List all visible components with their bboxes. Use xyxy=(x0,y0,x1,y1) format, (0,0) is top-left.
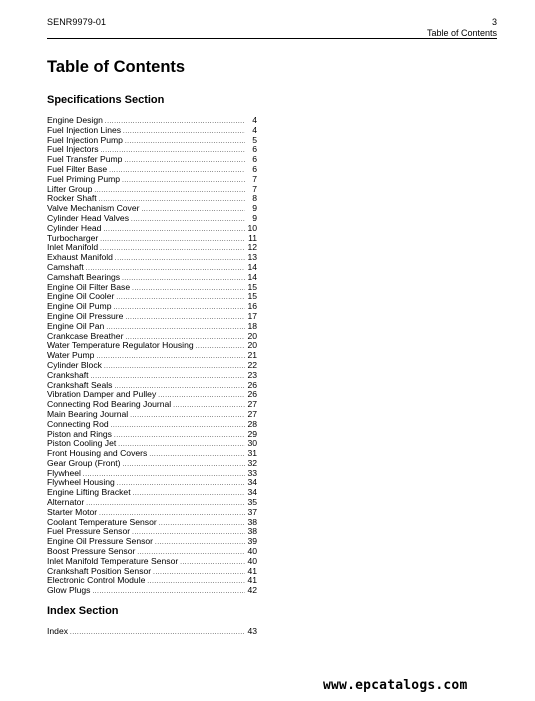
dot-leader xyxy=(114,383,245,391)
toc-entry[interactable] xyxy=(47,234,257,244)
toc-entry[interactable] xyxy=(47,567,257,577)
toc-entry-page-number: 37 xyxy=(247,507,257,517)
running-title: Table of Contents xyxy=(426,28,497,38)
dot-leader xyxy=(91,373,245,381)
toc-entry-label[interactable]: Rocker Shaft xyxy=(47,194,97,204)
toc-entry-label[interactable]: Engine Oil Pan xyxy=(47,321,105,331)
toc-entry[interactable] xyxy=(47,322,257,332)
running-header xyxy=(427,17,497,39)
toc-entry-page-number: 5 xyxy=(252,135,257,145)
toc-entry[interactable] xyxy=(47,273,257,283)
dot-leader xyxy=(123,128,245,136)
toc-entry-page-number: 11 xyxy=(248,233,257,243)
dot-leader xyxy=(94,187,245,195)
dot-leader xyxy=(155,539,245,547)
toc-entry-page-number: 35 xyxy=(247,498,257,508)
dot-leader xyxy=(133,490,245,498)
toc-entry[interactable] xyxy=(47,136,257,146)
toc-entry-label[interactable]: Fuel Priming Pump xyxy=(47,174,121,184)
dot-leader xyxy=(125,314,245,322)
toc-entry-label[interactable]: Engine Oil Cooler xyxy=(47,292,115,302)
dot-leader xyxy=(109,167,245,175)
dot-leader xyxy=(123,461,245,469)
toc-entry-label[interactable]: Crankshaft xyxy=(47,370,89,380)
toc-entry[interactable] xyxy=(47,185,257,195)
toc-entry[interactable] xyxy=(47,557,257,567)
dot-leader xyxy=(180,559,245,567)
toc-entry-page-number: 41 xyxy=(247,566,257,576)
dot-leader xyxy=(159,520,245,528)
toc-entry-page-number: 31 xyxy=(247,449,257,459)
toc-entry-page-number: 21 xyxy=(247,351,257,361)
dot-leader xyxy=(116,294,245,302)
toc-entry[interactable] xyxy=(47,576,257,586)
index-section-heading: Index Section xyxy=(47,605,119,617)
toc-entry-label[interactable]: Exhaust Manifold xyxy=(47,253,113,263)
header-divider xyxy=(47,38,497,39)
toc-entry-page-number: 10 xyxy=(247,223,257,233)
toc-entry-label[interactable]: Engine Lifting Bracket xyxy=(47,488,131,498)
toc-entry-page-number: 30 xyxy=(247,439,257,449)
toc-entry[interactable] xyxy=(47,488,257,498)
toc-entry[interactable] xyxy=(47,312,257,322)
toc-entry-label[interactable]: Connecting Rod Bearing Journal xyxy=(47,400,172,410)
toc-entry[interactable] xyxy=(47,547,257,557)
toc-entry-page-number: 15 xyxy=(247,292,257,302)
toc-entry-label[interactable]: Valve Mechanism Cover xyxy=(47,204,140,214)
toc-entry-label[interactable]: Fuel Transfer Pump xyxy=(47,155,123,165)
toc-entry-page-number: 8 xyxy=(252,194,257,204)
toc-entry[interactable] xyxy=(47,165,257,175)
toc-entry-page-number: 14 xyxy=(247,262,257,272)
toc-entry-label[interactable]: Fuel Injection Pump xyxy=(47,135,123,145)
toc-entry[interactable] xyxy=(47,508,257,518)
toc-entry-page-number: 38 xyxy=(247,527,257,537)
toc-entry-page-number: 20 xyxy=(247,331,257,341)
toc-entry-label[interactable]: Engine Design xyxy=(47,116,103,125)
toc-entry-page-number: 27 xyxy=(247,400,257,410)
dot-leader xyxy=(99,196,245,204)
toc-entry-page-number: 17 xyxy=(247,311,257,321)
toc-entry-page-number: 15 xyxy=(247,282,257,292)
toc-entry-page-number: 26 xyxy=(247,390,257,400)
dot-leader xyxy=(103,226,245,234)
dot-leader xyxy=(149,451,245,459)
toc-entry-page-number: 39 xyxy=(247,537,257,547)
toc-entry[interactable] xyxy=(47,518,257,528)
toc-entry[interactable] xyxy=(47,361,257,371)
toc-entry-page-number: 9 xyxy=(252,204,257,214)
toc-entry-label[interactable]: Crankshaft Position Sensor xyxy=(47,566,152,576)
dot-leader xyxy=(131,216,245,224)
toc-entry-page-number: 26 xyxy=(247,380,257,390)
toc-entry[interactable] xyxy=(47,243,257,253)
toc-entry-label[interactable]: Camshaft xyxy=(47,262,84,272)
toc-entry-label[interactable]: Flywheel Housing xyxy=(47,478,115,488)
dot-leader xyxy=(142,206,246,214)
toc-entry-page-number: 6 xyxy=(252,145,257,155)
toc-entry[interactable] xyxy=(47,410,257,420)
toc-entry[interactable] xyxy=(47,126,257,136)
toc-entry-page-number: 22 xyxy=(247,360,257,370)
toc-entry-page-number: 14 xyxy=(247,272,257,282)
watermark-text: www.epcatalogs.com xyxy=(323,678,468,693)
toc-entry-page-number: 33 xyxy=(247,468,257,478)
toc-entry-label[interactable]: Inlet Manifold xyxy=(47,243,99,253)
toc-entry-page-number: 4 xyxy=(252,125,257,135)
toc-entry[interactable] xyxy=(47,469,257,479)
toc-entry-label[interactable]: Connecting Rod xyxy=(47,419,109,429)
toc-entry[interactable] xyxy=(47,341,257,351)
toc-entry[interactable] xyxy=(47,175,257,185)
dot-leader xyxy=(125,138,245,146)
toc-entry-page-number: 6 xyxy=(252,164,257,174)
toc-entry-label[interactable]: Glow Plugs xyxy=(47,586,91,596)
toc-entry-label[interactable]: Fuel Injection Lines xyxy=(47,125,122,135)
toc-entry-label[interactable]: Water Pump xyxy=(47,351,95,361)
dot-leader xyxy=(124,157,245,165)
dot-leader xyxy=(99,510,245,518)
toc-entry-label[interactable]: Boost Pressure Sensor xyxy=(47,547,136,557)
dot-leader xyxy=(86,265,245,273)
toc-entry[interactable] xyxy=(47,381,257,391)
dot-leader xyxy=(100,245,245,253)
dot-leader xyxy=(196,343,245,351)
toc-entry-label[interactable]: Cylinder Head xyxy=(47,223,102,233)
dot-leader xyxy=(114,304,246,312)
toc-entry-page-number: 42 xyxy=(247,586,257,596)
toc-entry[interactable] xyxy=(47,627,257,637)
toc-entry-label[interactable]: Piston and Rings xyxy=(47,429,112,439)
toc-entry-label[interactable]: Starter Motor xyxy=(47,507,98,517)
toc-entry-page-number: 29 xyxy=(247,429,257,439)
toc-entry-page-number: 7 xyxy=(252,184,257,194)
toc-entry-page-number: 16 xyxy=(247,302,257,312)
toc-entry[interactable] xyxy=(47,283,257,293)
toc-entry[interactable] xyxy=(47,332,257,342)
dot-leader xyxy=(92,588,245,596)
dot-leader xyxy=(115,255,245,263)
toc-entry-label[interactable]: Front Housing and Covers xyxy=(47,449,148,459)
toc-entry[interactable] xyxy=(47,390,257,400)
toc-entry-label[interactable]: Lifter Group xyxy=(47,184,93,194)
dot-leader xyxy=(100,236,245,244)
specifications-section-heading: Specifications Section xyxy=(47,94,165,106)
toc-entry[interactable] xyxy=(47,155,257,165)
toc-entry-page-number: 4 xyxy=(252,116,257,125)
toc-entry[interactable] xyxy=(47,292,257,302)
dot-leader xyxy=(137,549,245,557)
dot-leader xyxy=(104,363,245,371)
toc-entry-label[interactable]: Crankcase Breather xyxy=(47,331,124,341)
dot-leader xyxy=(117,480,245,488)
dot-leader xyxy=(101,147,245,155)
toc-entry[interactable] xyxy=(47,430,257,440)
toc-entry-page-number: 40 xyxy=(247,547,257,557)
toc-entry-label[interactable]: Water Temperature Regulator Housing xyxy=(47,341,194,351)
toc-entry-label[interactable]: Coolant Temperature Sensor xyxy=(47,517,157,527)
toc-entry-label[interactable]: Electronic Control Module xyxy=(47,576,146,586)
toc-entry-label[interactable]: Piston Cooling Jet xyxy=(47,439,117,449)
toc-entry[interactable] xyxy=(47,116,257,126)
toc-entry[interactable] xyxy=(47,224,257,234)
toc-entry[interactable] xyxy=(47,351,257,361)
toc-entry[interactable] xyxy=(47,400,257,410)
toc-entry-page-number: 13 xyxy=(247,253,257,263)
toc-entry[interactable] xyxy=(47,527,257,537)
document-id: SENR9979-01 xyxy=(47,17,107,27)
page-title: Table of Contents xyxy=(47,58,186,76)
toc-entry-label[interactable]: Engine Oil Pressure xyxy=(47,311,124,321)
toc-entry-page-number: 32 xyxy=(247,458,257,468)
toc-entry-label[interactable]: Engine Oil Filter Base xyxy=(47,282,131,292)
toc-entry-page-number: 34 xyxy=(247,478,257,488)
page-number: 3 xyxy=(491,17,497,27)
dot-leader xyxy=(147,578,245,586)
toc-entry-label[interactable]: Fuel Injectors xyxy=(47,145,99,155)
toc-entry[interactable] xyxy=(47,204,257,214)
toc-entry[interactable] xyxy=(47,302,257,312)
toc-entry-label[interactable]: Fuel Pressure Sensor xyxy=(47,527,131,537)
toc-entry-label[interactable]: Alternator xyxy=(47,498,85,508)
toc-entry-page-number: 9 xyxy=(252,213,257,223)
toc-entry[interactable] xyxy=(47,478,257,488)
dot-leader xyxy=(153,569,245,577)
dot-leader xyxy=(96,353,245,361)
toc-entry-label[interactable]: Main Bearing Journal xyxy=(47,409,129,419)
toc-entry-page-number: 6 xyxy=(252,155,257,165)
toc-entry-page-number: 27 xyxy=(247,409,257,419)
dot-leader xyxy=(122,275,245,283)
dot-leader xyxy=(111,422,245,430)
toc-entry-label[interactable]: Vibration Damper and Pulley xyxy=(47,390,157,400)
toc-entry[interactable] xyxy=(47,449,257,459)
toc-entry-page-number: 18 xyxy=(247,321,257,331)
dot-leader xyxy=(86,500,245,508)
specifications-toc-list xyxy=(47,116,257,596)
dot-leader xyxy=(122,177,245,185)
toc-entry-page-number: 7 xyxy=(252,174,257,184)
toc-entry-label[interactable]: Fuel Filter Base xyxy=(47,164,108,174)
toc-entry-label[interactable]: Engine Oil Pump xyxy=(47,302,112,312)
toc-entry-label[interactable]: Gear Group (Front) xyxy=(47,458,121,468)
index-toc-list xyxy=(47,627,257,637)
toc-entry-page-number: 41 xyxy=(247,576,257,586)
toc-entry-page-number: 40 xyxy=(247,556,257,566)
toc-entry[interactable] xyxy=(47,145,257,155)
toc-entry-label[interactable]: Engine Oil Pressure Sensor xyxy=(47,537,154,547)
dot-leader xyxy=(118,441,245,449)
toc-entry[interactable] xyxy=(47,194,257,204)
toc-entry[interactable] xyxy=(47,214,257,224)
dot-leader xyxy=(132,285,245,293)
toc-entry[interactable] xyxy=(47,439,257,449)
toc-entry-label[interactable]: Inlet Manifold Temperature Sensor xyxy=(47,556,179,566)
toc-entry-page-number: 43 xyxy=(247,627,257,636)
dot-leader xyxy=(125,334,245,342)
toc-entry[interactable] xyxy=(47,498,257,508)
toc-entry[interactable] xyxy=(47,459,257,469)
toc-entry-label[interactable]: Crankshaft Seals xyxy=(47,380,113,390)
toc-entry[interactable] xyxy=(47,371,257,381)
toc-entry-page-number: 28 xyxy=(247,419,257,429)
dot-leader xyxy=(106,324,245,332)
dot-leader xyxy=(83,471,245,479)
toc-entry-page-number: 12 xyxy=(247,243,257,253)
toc-entry-label[interactable]: Index xyxy=(47,627,69,636)
dot-leader xyxy=(114,432,245,440)
toc-entry-page-number: 23 xyxy=(247,370,257,380)
toc-entry-page-number: 20 xyxy=(247,341,257,351)
dot-leader xyxy=(158,392,245,400)
toc-entry[interactable] xyxy=(47,586,257,596)
toc-entry-page-number: 38 xyxy=(247,517,257,527)
dot-leader xyxy=(70,629,245,637)
dot-leader xyxy=(130,412,245,420)
dot-leader xyxy=(173,402,245,410)
toc-entry[interactable] xyxy=(47,537,257,547)
toc-entry-label[interactable]: Flywheel xyxy=(47,468,81,478)
toc-entry-label[interactable]: Cylinder Block xyxy=(47,360,102,370)
toc-entry[interactable] xyxy=(47,253,257,263)
toc-entry-label[interactable]: Camshaft Bearings xyxy=(47,272,121,282)
toc-entry-page-number: 34 xyxy=(247,488,257,498)
toc-entry[interactable] xyxy=(47,420,257,430)
toc-entry-label[interactable]: Cylinder Head Valves xyxy=(47,213,129,223)
dot-leader xyxy=(132,529,245,537)
toc-entry[interactable] xyxy=(47,263,257,273)
toc-entry-label[interactable]: Turbocharger xyxy=(47,233,99,243)
dot-leader xyxy=(105,118,245,126)
